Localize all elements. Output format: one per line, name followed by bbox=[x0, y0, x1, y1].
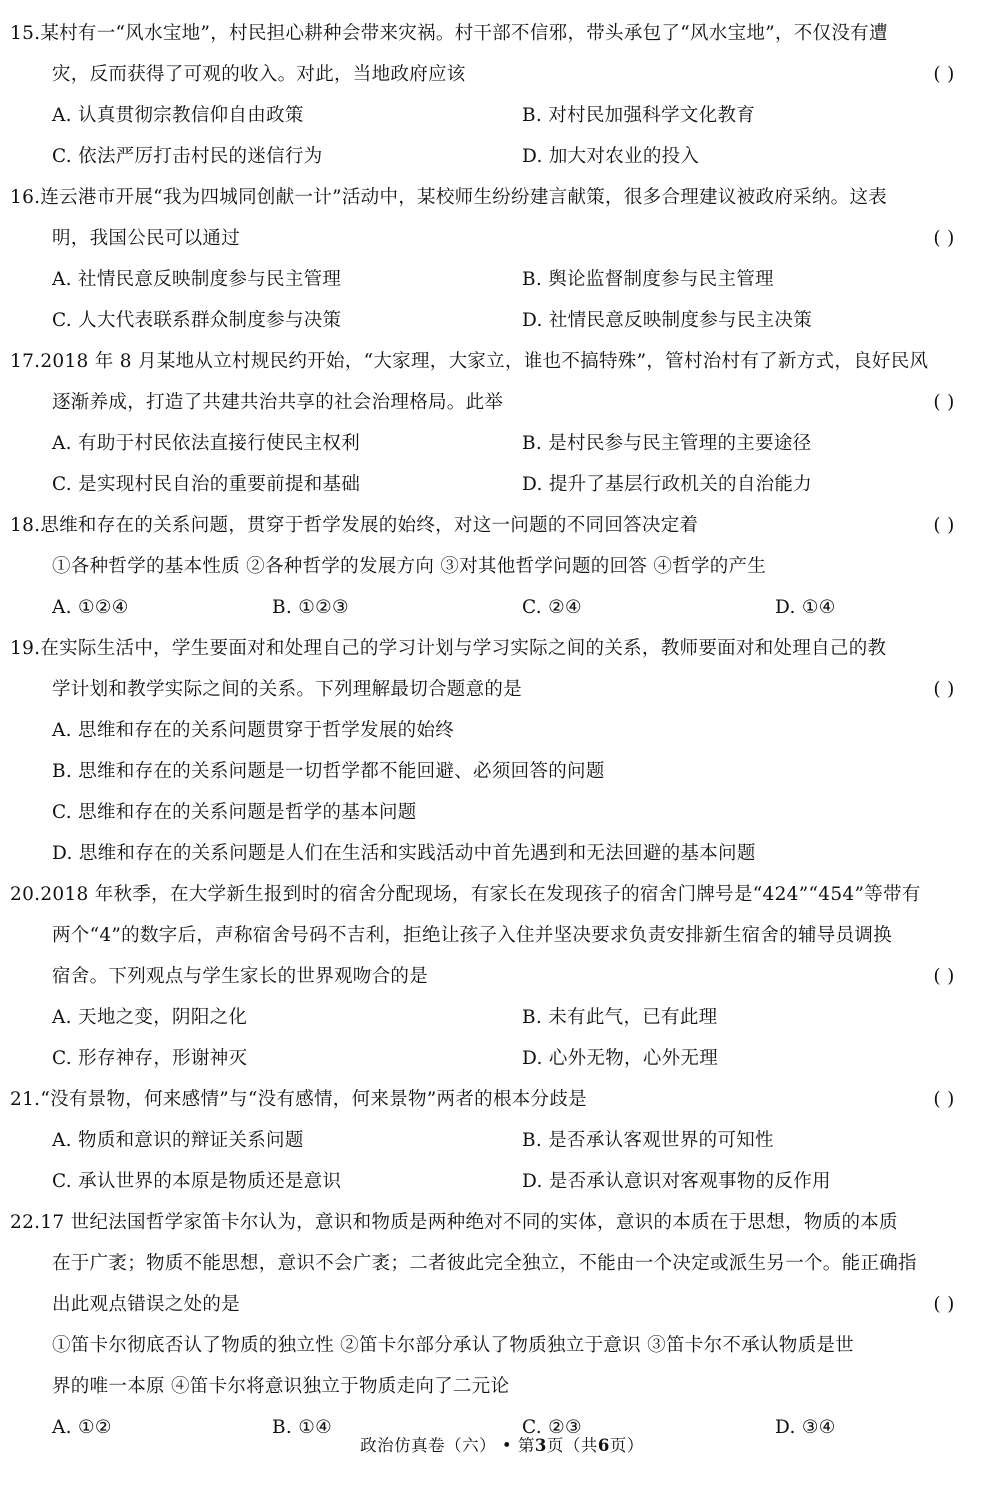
option-a: A. 社情民意反映制度参与民主管理 bbox=[52, 269, 342, 290]
option-d: D. ①④ bbox=[775, 597, 836, 618]
footer-total-pages: 6 bbox=[597, 1436, 610, 1455]
footer-page-number: 3 bbox=[534, 1436, 547, 1455]
question-22 bbox=[10, 1202, 994, 1448]
question-19-stem-line-1: 19.在实际生活中，学生要面对和处理自己的学习计划与学习实际之间的关系，教师要面对和处理自己的教 bbox=[10, 638, 887, 659]
option-d: D. 社情民意反映制度参与民主决策 bbox=[522, 310, 813, 331]
option-row-d bbox=[10, 833, 994, 874]
question-15-stem-text: 灾，反而获得了可观的收入。对此，当地政府应该 bbox=[52, 64, 466, 85]
page-footer bbox=[0, 1432, 1004, 1456]
question-21-stem-text: 21.“没有景物，何来感情”与“没有感情，何来景物”两者的根本分歧是 bbox=[10, 1089, 587, 1110]
options-row bbox=[10, 587, 994, 628]
options-row bbox=[10, 136, 994, 177]
option-a: A. 物质和意识的辩证关系问题 bbox=[52, 1130, 304, 1151]
option-a: A. 认真贯彻宗教信仰自由政策 bbox=[52, 105, 304, 126]
question-21 bbox=[10, 1079, 994, 1202]
option-d: D. 心外无物，心外无理 bbox=[522, 1048, 719, 1069]
option-d: D. 思维和存在的关系问题是人们在生活和实践活动中首先遇到和无法回避的基本问题 bbox=[52, 843, 756, 864]
option-a: A. 天地之变，阴阳之化 bbox=[52, 1007, 248, 1028]
options-row bbox=[10, 464, 994, 505]
question-21-stem-line-1 bbox=[10, 1079, 994, 1120]
option-a: A. ①② bbox=[52, 1417, 112, 1438]
footer-total-suffix: 页） bbox=[609, 1436, 644, 1455]
question-22-stem-line-3 bbox=[10, 1284, 994, 1325]
answer-bracket: ( ) bbox=[933, 679, 955, 700]
option-c: C. 是实现村民自治的重要前提和基础 bbox=[52, 474, 361, 495]
options-row bbox=[10, 1161, 994, 1202]
question-22-items-line-2 bbox=[10, 1366, 994, 1407]
question-20-stem-text-2: 两个“4”的数字后，声称宿舍号码不吉利，拒绝让孩子入住并坚决要求负责安排新生宿舍的辅导员调换 bbox=[52, 925, 892, 946]
option-d: D. ③④ bbox=[775, 1417, 836, 1438]
option-b: B. 是否承认客观世界的可知性 bbox=[522, 1130, 774, 1151]
question-17 bbox=[10, 341, 994, 505]
answer-bracket: ( ) bbox=[933, 228, 955, 249]
option-a: A. 有助于村民依法直接行使民主权利 bbox=[52, 433, 361, 454]
statement-list-1: ①笛卡尔彻底否认了物质的独立性 ②笛卡尔部分承认了物质独立于意识 ③笛卡尔不承认物质是世 bbox=[52, 1335, 854, 1356]
options-row bbox=[10, 423, 994, 464]
question-22-items-line-1 bbox=[10, 1325, 994, 1366]
question-16 bbox=[10, 177, 994, 341]
options-row bbox=[10, 95, 994, 136]
footer-title: 政治仿真卷（六） bbox=[360, 1436, 497, 1455]
option-c: C. 承认世界的本原是物质还是意识 bbox=[52, 1171, 342, 1192]
question-17-stem-line-1: 17.2018 年 8 月某地从立村规民约开始，“大家理，大家立，谁也不搞特殊”，管村治村有了新方式，良好民风 bbox=[10, 351, 929, 372]
question-17-stem-text: 逐渐养成，打造了共建共治共享的社会治理格局。此举 bbox=[52, 392, 504, 413]
option-c: C. 依法严厉打击村民的迷信行为 bbox=[52, 146, 323, 167]
options-row bbox=[10, 300, 994, 341]
option-c: C. ②③ bbox=[522, 1417, 582, 1438]
option-c: C. 人大代表联系群众制度参与决策 bbox=[52, 310, 342, 331]
question-22-stem-text-3: 出此观点错误之处的是 bbox=[52, 1294, 241, 1315]
question-16-stem-text: 明，我国公民可以通过 bbox=[52, 228, 241, 249]
option-b: B. 思维和存在的关系问题是一切哲学都不能回避、必须回答的问题 bbox=[52, 761, 605, 782]
question-18-stem-text: 18.思维和存在的关系问题，贯穿于哲学发展的始终，对这一问题的不同回答决定着 bbox=[10, 515, 699, 536]
option-c: C. 思维和存在的关系问题是哲学的基本问题 bbox=[52, 802, 417, 823]
question-19-stem-text: 学计划和教学实际之间的关系。下列理解最切合题意的是 bbox=[52, 679, 523, 700]
option-row-c bbox=[10, 792, 994, 833]
question-17-stem-line-2 bbox=[10, 382, 994, 423]
option-c: C. ②④ bbox=[522, 597, 582, 618]
option-b: B. 是村民参与民主管理的主要途径 bbox=[522, 433, 812, 454]
question-22-stem-text-2: 在于广袤；物质不能思想，意识不会广袤；二者彼此完全独立，不能由一个决定或派生另一个。能正确指 bbox=[52, 1253, 917, 1274]
option-b: B. 舆论监督制度参与民主管理 bbox=[522, 269, 774, 290]
option-d: D. 加大对农业的投入 bbox=[522, 146, 700, 167]
footer-page-suffix: 页（共 bbox=[546, 1436, 598, 1455]
question-16-stem-line-2 bbox=[10, 218, 994, 259]
answer-bracket: ( ) bbox=[933, 515, 955, 536]
statement-list-2: 界的唯一本原 ④笛卡尔将意识独立于物质走向了二元论 bbox=[52, 1376, 510, 1397]
option-b: B. ①②③ bbox=[272, 597, 349, 618]
option-row-a bbox=[10, 710, 994, 751]
question-20-stem-line-1: 20.2018 年秋季，在大学新生报到时的宿舍分配现场，有家长在发现孩子的宿舍门牌号是“424”“454”等带有 bbox=[10, 884, 921, 905]
question-20-stem-line-2 bbox=[10, 915, 994, 956]
footer-separator: • bbox=[501, 1436, 513, 1455]
options-row bbox=[10, 997, 994, 1038]
statement-list: ①各种哲学的基本性质 ②各种哲学的发展方向 ③对其他哲学问题的回答 ④哲学的产生 bbox=[52, 556, 767, 577]
question-20-stem-line-3 bbox=[10, 956, 994, 997]
option-d: D. 提升了基层行政机关的自治能力 bbox=[522, 474, 813, 495]
answer-bracket: ( ) bbox=[933, 1089, 955, 1110]
option-c: C. 形存神存，形谢神灭 bbox=[52, 1048, 248, 1069]
options-row bbox=[10, 259, 994, 300]
options-row bbox=[10, 1038, 994, 1079]
question-19 bbox=[10, 628, 994, 874]
question-16-stem-line-1: 16.连云港市开展“我为四城同创献一计”活动中，某校师生纷纷建言献策，很多合理建议被政府采纳。这表 bbox=[10, 187, 888, 208]
option-row-b bbox=[10, 751, 994, 792]
answer-bracket: ( ) bbox=[933, 64, 955, 85]
option-d: D. 是否承认意识对客观事物的反作用 bbox=[522, 1171, 831, 1192]
option-b: B. 未有此气，已有此理 bbox=[522, 1007, 718, 1028]
option-b: B. ①④ bbox=[272, 1417, 333, 1438]
option-b: B. 对村民加强科学文化教育 bbox=[522, 105, 756, 126]
question-22-stem-line-2 bbox=[10, 1243, 994, 1284]
question-18 bbox=[10, 505, 994, 628]
answer-bracket: ( ) bbox=[933, 392, 955, 413]
answer-bracket: ( ) bbox=[933, 966, 955, 987]
options-row bbox=[10, 1120, 994, 1161]
question-15-stem-line-2 bbox=[10, 54, 994, 95]
question-15 bbox=[10, 13, 994, 177]
question-20-stem-text-3: 宿舍。下列观点与学生家长的世界观吻合的是 bbox=[52, 966, 429, 987]
option-a: A. ①②④ bbox=[52, 597, 129, 618]
question-19-stem-line-2 bbox=[10, 669, 994, 710]
question-20 bbox=[10, 874, 994, 1079]
question-18-stem-line-1 bbox=[10, 505, 994, 546]
question-15-stem-line-1: 15.某村有一“风水宝地”，村民担心耕种会带来灾祸。村干部不信邪，带头承包了“风水宝地”，不仅没有遭 bbox=[10, 23, 888, 44]
question-18-items bbox=[10, 546, 994, 587]
footer-page-prefix: 第 bbox=[517, 1436, 535, 1455]
answer-bracket: ( ) bbox=[933, 1294, 955, 1315]
option-a: A. 思维和存在的关系问题贯穿于哲学发展的始终 bbox=[52, 720, 455, 741]
question-22-stem-line-1: 22.17 世纪法国哲学家笛卡尔认为，意识和物质是两种绝对不同的实体，意识的本质在于思想，物质的本质 bbox=[10, 1212, 898, 1233]
